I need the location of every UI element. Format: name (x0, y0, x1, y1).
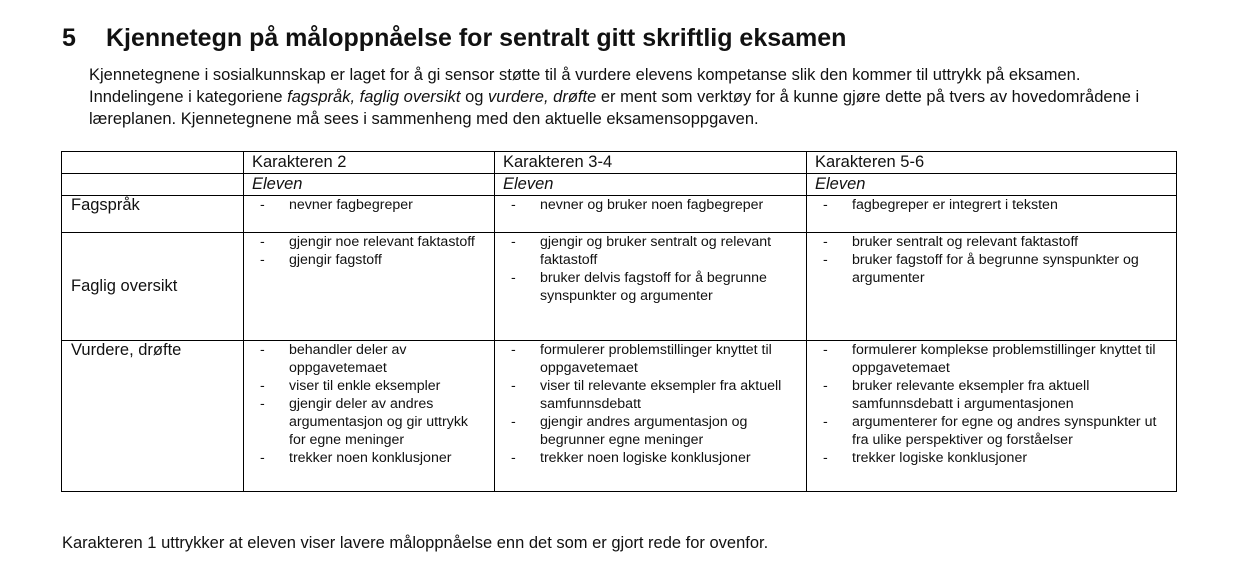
subheader-eleven: Eleven (244, 174, 495, 196)
criteria-item (495, 341, 806, 377)
dash-bullet: - (511, 378, 516, 394)
dash-bullet: - (823, 342, 828, 358)
dash-bullet: - (823, 414, 828, 430)
intro-text-1: Kjennetegnene i sosialkunnskap er laget for å gi sensor støtte til å vurdere elevens kompetanse slik den kommer til uttrykk på eksamen. Inndelingene i kategoriene (89, 66, 1081, 106)
criteria-item (244, 341, 494, 377)
subheader-eleven: Eleven (807, 174, 1177, 196)
criteria-item (495, 233, 806, 269)
dash-bullet: - (511, 342, 516, 358)
dash-bullet: - (260, 396, 265, 412)
grade-header: Karakteren 3-4 (495, 152, 807, 174)
criteria-text: trekker noen konklusjoner (289, 450, 452, 466)
criteria-text: gjengir fagstoff (289, 252, 382, 268)
intro-text-2: og (460, 88, 489, 106)
section-title: Kjennetegn på måloppnåelse for sentralt gitt skriftlig eksamen (106, 24, 847, 52)
criteria-item (495, 269, 806, 305)
criteria-cell (244, 196, 495, 233)
criteria-text: trekker noen logiske konklusjoner (540, 450, 751, 466)
criteria-item (244, 449, 494, 467)
footer-grade: Karakteren 1 (62, 534, 157, 552)
corner-cell (62, 174, 244, 196)
dash-bullet: - (823, 450, 828, 466)
dash-bullet: - (511, 270, 516, 286)
dash-bullet: - (511, 234, 516, 250)
dash-bullet: - (260, 342, 265, 358)
intro-emphasis-2: vurdere, drøfte (488, 88, 597, 106)
criteria-item (244, 233, 494, 251)
criteria-cell (495, 196, 807, 233)
dash-bullet: - (511, 414, 516, 430)
dash-bullet: - (260, 378, 265, 394)
criteria-item (807, 377, 1176, 413)
criteria-item (807, 251, 1176, 287)
intro-paragraph (89, 64, 1169, 130)
dash-bullet: - (260, 234, 265, 250)
intro-text-3: er ment som verktøy for å kunne gjøre dette på tvers av hovedområdene i læreplanen. Kjennetegnene må sees i sammenheng med den aktuelle eksamensoppgaven. (89, 88, 1140, 128)
criteria-text: viser til enkle eksempler (289, 378, 441, 394)
criteria-text: bruker sentralt og relevant faktastoff (852, 234, 1079, 250)
dash-bullet: - (260, 252, 265, 268)
section-heading (62, 24, 846, 53)
criteria-table (61, 151, 1177, 492)
intro-emphasis-1: fagspråk, faglig oversikt (287, 88, 461, 106)
criteria-item (807, 196, 1176, 214)
dash-bullet: - (260, 197, 265, 213)
criteria-item (244, 251, 494, 269)
criteria-text: bruker relevante eksempler fra aktuell samfunnsdebatt i argumentasjonen (852, 378, 1090, 412)
criteria-text: gjengir noe relevant faktastoff (289, 234, 475, 250)
footer-text: uttrykker at eleven viser lavere måloppnåelse enn det som er gjort rede for ovenfor. (156, 534, 769, 552)
dash-bullet: - (511, 197, 516, 213)
criteria-text: gjengir deler av andres argumentasjon og gir uttrykk for egne meninger (289, 396, 469, 448)
criteria-cell (495, 233, 807, 341)
row-label-faglig-oversikt: Faglig oversikt (62, 233, 244, 341)
footer-note (62, 534, 768, 553)
dash-bullet: - (823, 197, 828, 213)
criteria-text: gjengir og bruker sentralt og relevant faktastoff (540, 234, 772, 268)
criteria-text: bruker delvis fagstoff for å begrunne synspunkter og argumenter (540, 270, 767, 304)
criteria-item (807, 413, 1176, 449)
criteria-item (495, 413, 806, 449)
criteria-text: fagbegreper er integrert i teksten (852, 197, 1058, 213)
dash-bullet: - (511, 450, 516, 466)
criteria-cell (807, 341, 1177, 492)
criteria-item (807, 233, 1176, 251)
criteria-cell (807, 233, 1177, 341)
criteria-text: nevner fagbegreper (289, 197, 413, 213)
criteria-cell (244, 341, 495, 492)
criteria-item (244, 196, 494, 214)
subheader-eleven: Eleven (495, 174, 807, 196)
criteria-text: viser til relevante eksempler fra aktuell samfunnsdebatt (540, 378, 782, 412)
dash-bullet: - (823, 252, 828, 268)
corner-cell (62, 152, 244, 174)
criteria-item (807, 341, 1176, 377)
grade-header: Karakteren 5-6 (807, 152, 1177, 174)
criteria-item (495, 449, 806, 467)
criteria-text: trekker logiske konklusjoner (852, 450, 1028, 466)
criteria-item (807, 449, 1176, 467)
section-number: 5 (62, 24, 76, 52)
criteria-item (244, 377, 494, 395)
dash-bullet: - (823, 234, 828, 250)
criteria-text: bruker fagstoff for å begrunne synspunkter og argumenter (852, 252, 1139, 286)
row-label-fagsprak: Fagspråk (62, 196, 244, 233)
row-label-vurdere-drofte: Vurdere, drøfte (62, 341, 244, 492)
criteria-text: nevner og bruker noen fagbegreper (540, 197, 764, 213)
criteria-text: behandler deler av oppgavetemaet (289, 342, 407, 376)
criteria-cell (807, 196, 1177, 233)
criteria-text: formulerer problemstillinger knyttet til oppgavetemaet (540, 342, 772, 376)
grade-header: Karakteren 2 (244, 152, 495, 174)
dash-bullet: - (823, 378, 828, 394)
criteria-cell (244, 233, 495, 341)
criteria-item (495, 377, 806, 413)
criteria-text: argumenterer for egne og andres synspunkter ut fra ulike perspektiver og forståelser (852, 414, 1157, 448)
criteria-item (495, 196, 806, 214)
criteria-item (244, 395, 494, 449)
criteria-text: formulerer komplekse problemstillinger knyttet til oppgavetemaet (852, 342, 1156, 376)
criteria-text: gjengir andres argumentasjon og begrunner egne meninger (540, 414, 748, 448)
dash-bullet: - (260, 450, 265, 466)
criteria-cell (495, 341, 807, 492)
